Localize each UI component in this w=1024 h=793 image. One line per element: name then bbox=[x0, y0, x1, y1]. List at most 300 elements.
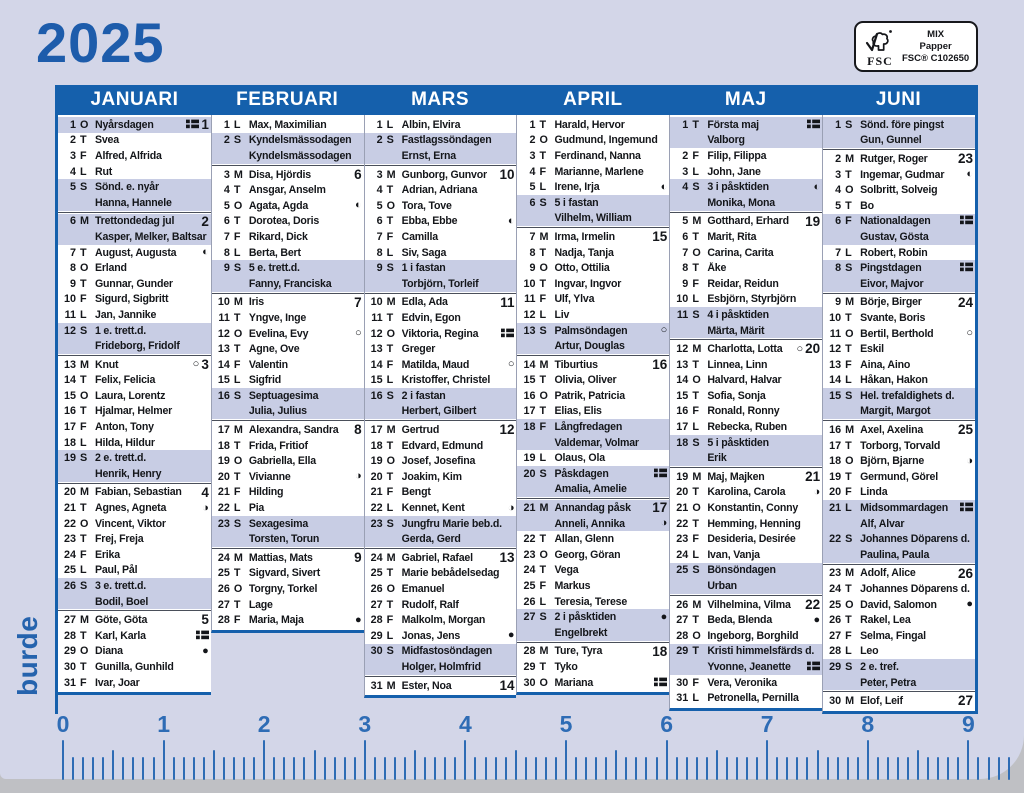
ruler-tick bbox=[766, 740, 768, 780]
week-separator bbox=[823, 293, 975, 294]
ruler-tick bbox=[233, 757, 235, 780]
ruler-tick bbox=[193, 757, 195, 780]
day-number: 10 bbox=[676, 293, 689, 306]
day-row bbox=[365, 628, 517, 644]
moon-phase-icon: ◑ bbox=[660, 517, 668, 530]
week-separator bbox=[365, 676, 517, 677]
day-row bbox=[58, 404, 211, 420]
flag-icon bbox=[501, 325, 514, 343]
day-row bbox=[517, 466, 669, 482]
ruler-tick bbox=[877, 757, 879, 780]
ruler-tick bbox=[444, 757, 446, 780]
week-number: 15 bbox=[652, 229, 668, 245]
day-row bbox=[365, 245, 517, 261]
day-number: 15 bbox=[217, 374, 230, 387]
day-number: 26 bbox=[217, 583, 230, 596]
day-number: 18 bbox=[217, 439, 230, 452]
name-day-text: Charlotta, Lotta bbox=[707, 343, 783, 356]
name-day-text: Reidar, Reidun bbox=[707, 277, 779, 290]
day-row bbox=[823, 453, 975, 469]
name-day-text: Fabian, Sebastian bbox=[95, 486, 182, 499]
name-day-text: Marit, Rita bbox=[707, 230, 757, 243]
day-number: 5 bbox=[223, 199, 230, 212]
day-row bbox=[823, 469, 975, 485]
day-row-markers bbox=[508, 216, 515, 227]
day-number: 6 bbox=[223, 215, 230, 228]
name-day-text: Ivar, Joar bbox=[95, 676, 140, 689]
weekday-letter: T bbox=[386, 184, 394, 197]
day-row bbox=[670, 690, 822, 706]
day-row bbox=[58, 466, 211, 482]
day-number: 13 bbox=[829, 358, 842, 371]
ruler-tick bbox=[585, 757, 587, 780]
name-day-text: 2 e. trett.d. bbox=[95, 452, 146, 465]
weekday-letter: S bbox=[539, 467, 547, 480]
name-day-text: Bertil, Berthold bbox=[860, 327, 934, 340]
day-number: 5 bbox=[835, 199, 842, 212]
name-day-text: Erland bbox=[95, 262, 127, 275]
name-day-text: Malkolm, Morgan bbox=[401, 614, 486, 627]
ruler-tick bbox=[867, 740, 869, 780]
name-day-text: Jungfru Marie beb.d. bbox=[401, 517, 502, 530]
month-body bbox=[58, 115, 211, 695]
ruler-tick bbox=[92, 757, 94, 780]
day-number: 24 bbox=[217, 551, 230, 564]
weekday-letter: M bbox=[233, 551, 243, 564]
day-row bbox=[517, 357, 669, 373]
name-day-text: Bengt bbox=[401, 486, 431, 499]
day-row bbox=[365, 326, 517, 342]
day-row bbox=[212, 326, 364, 342]
week-number: 19 bbox=[805, 213, 821, 229]
weekday-letter: M bbox=[845, 296, 855, 309]
ruler-tick bbox=[293, 757, 295, 780]
day-row bbox=[823, 310, 975, 326]
day-number: 29 bbox=[523, 660, 536, 673]
ruler-tick bbox=[183, 757, 185, 780]
name-day-text: Sofia, Sonja bbox=[707, 389, 766, 402]
moon-phase-icon: ○ bbox=[660, 324, 668, 337]
day-number: 22 bbox=[523, 533, 536, 546]
name-day-text: Solbritt, Solveig bbox=[860, 184, 938, 197]
day-number: 21 bbox=[829, 502, 842, 515]
week-separator bbox=[823, 691, 975, 692]
moon-phase-icon: ● bbox=[660, 610, 668, 623]
day-row-markers bbox=[499, 423, 514, 437]
day-number: 7 bbox=[682, 246, 689, 259]
day-number: 6 bbox=[376, 215, 383, 228]
name-day-text: Max, Maximilian bbox=[248, 118, 327, 131]
name-day-text: Margit, Margot bbox=[860, 405, 931, 418]
day-row bbox=[58, 179, 211, 195]
weekday-letter: S bbox=[845, 389, 853, 402]
day-number: 14 bbox=[370, 358, 383, 371]
weekday-letter: L bbox=[80, 165, 87, 178]
day-row-markers bbox=[499, 168, 514, 182]
ruler-tick bbox=[575, 757, 577, 780]
month-column bbox=[58, 85, 211, 695]
weekday-letter: L bbox=[539, 595, 547, 608]
day-row bbox=[58, 516, 211, 532]
day-row bbox=[365, 581, 517, 597]
weekday-letter: T bbox=[692, 517, 699, 530]
weekday-letter: T bbox=[845, 311, 852, 324]
ruler-tick bbox=[656, 757, 658, 780]
weekday-letter: F bbox=[845, 215, 852, 228]
day-row bbox=[517, 164, 669, 180]
name-day-text: Hemming, Henning bbox=[707, 517, 801, 530]
name-day-text: Adolf, Alice bbox=[860, 567, 916, 580]
day-number: 29 bbox=[370, 629, 383, 642]
day-number: 22 bbox=[63, 517, 76, 530]
ruler-tick bbox=[776, 757, 778, 780]
weekday-letter: T bbox=[845, 439, 852, 452]
week-number: 26 bbox=[957, 565, 973, 581]
day-row-markers bbox=[652, 645, 667, 659]
fsc-material-label: Papper bbox=[919, 41, 952, 52]
day-number: 20 bbox=[829, 486, 842, 499]
day-number: 8 bbox=[376, 246, 383, 259]
weekday-letter: T bbox=[80, 277, 87, 290]
weekday-letter: S bbox=[80, 452, 88, 465]
day-number: 18 bbox=[523, 421, 536, 434]
day-number: 5 bbox=[529, 181, 536, 194]
month-header: APRIL bbox=[516, 85, 669, 115]
day-row-markers bbox=[355, 328, 362, 339]
day-number: 1 bbox=[835, 118, 842, 131]
day-number: 29 bbox=[829, 660, 842, 673]
weekday-letter: T bbox=[80, 533, 87, 546]
name-day-text: Joakim, Kim bbox=[401, 470, 462, 483]
weekday-letter: T bbox=[539, 564, 547, 577]
weekday-letter: M bbox=[692, 343, 702, 356]
name-day-text: Valentin bbox=[248, 358, 288, 371]
day-row bbox=[212, 516, 364, 532]
name-day-text: Kasper, Melker, Baltsar bbox=[95, 230, 207, 243]
day-number: 28 bbox=[63, 629, 76, 642]
day-number: 20 bbox=[676, 486, 689, 499]
week-separator bbox=[670, 339, 822, 340]
day-row bbox=[212, 276, 364, 292]
week-separator bbox=[823, 149, 975, 150]
weekday-letter: L bbox=[386, 118, 394, 131]
week-separator bbox=[365, 165, 517, 166]
name-day-text: Vivianne bbox=[248, 470, 291, 483]
day-number: 7 bbox=[529, 230, 536, 243]
name-day-text: Frida, Fritiof bbox=[248, 439, 308, 452]
month-column bbox=[211, 85, 364, 633]
name-day-text: Olivia, Oliver bbox=[554, 374, 617, 387]
name-day-text: Eskil bbox=[860, 343, 884, 356]
weekday-letter: L bbox=[386, 374, 394, 387]
name-day-text: Yvonne, Jeanette bbox=[707, 660, 791, 673]
weekday-letter: M bbox=[386, 168, 396, 181]
ruler-tick bbox=[1008, 757, 1010, 780]
day-row-markers bbox=[958, 152, 973, 166]
day-row bbox=[365, 678, 517, 694]
day-row bbox=[670, 276, 822, 292]
day-number: 24 bbox=[370, 551, 383, 564]
name-day-text: Bo bbox=[860, 199, 874, 212]
name-day-text: Hanna, Hannele bbox=[95, 196, 172, 209]
ruler-tick bbox=[112, 750, 114, 780]
name-day-text: Rutger, Roger bbox=[860, 152, 928, 165]
day-row bbox=[823, 133, 975, 149]
name-day-text: Johannes Döparens d. bbox=[860, 583, 970, 596]
weekday-letter: O bbox=[845, 455, 854, 468]
day-row bbox=[823, 357, 975, 373]
name-day-text: Filip, Filippa bbox=[707, 149, 767, 162]
name-day-text: Björn, Bjarne bbox=[860, 455, 925, 468]
weekday-letter: F bbox=[692, 533, 699, 546]
day-number: 25 bbox=[676, 564, 689, 577]
day-number: 18 bbox=[829, 455, 842, 468]
day-row bbox=[670, 373, 822, 389]
day-row-markers bbox=[499, 551, 514, 565]
day-row bbox=[58, 245, 211, 261]
ruler-tick bbox=[806, 757, 808, 780]
weekday-letter: F bbox=[386, 358, 394, 371]
day-number: 16 bbox=[217, 389, 230, 402]
name-day-text: Gun, Gunnel bbox=[860, 134, 922, 147]
day-row bbox=[212, 566, 364, 582]
day-number: 6 bbox=[835, 215, 842, 228]
day-row bbox=[517, 659, 669, 675]
weekday-letter: M bbox=[80, 215, 89, 228]
name-day-text: Agata, Agda bbox=[248, 199, 309, 212]
name-day-text: Viktoria, Regina bbox=[401, 327, 479, 340]
day-row bbox=[212, 581, 364, 597]
day-number: 9 bbox=[835, 296, 842, 309]
name-day-text: Nadja, Tanja bbox=[554, 246, 614, 259]
day-row-markers bbox=[202, 247, 209, 258]
fsc-label bbox=[854, 21, 978, 72]
day-row bbox=[365, 133, 517, 149]
weekday-letter: T bbox=[845, 168, 852, 181]
week-separator bbox=[58, 355, 211, 356]
day-number: 17 bbox=[63, 421, 76, 434]
day-row bbox=[517, 482, 669, 498]
month-body bbox=[822, 115, 975, 714]
name-day-text: Ingeborg, Borghild bbox=[707, 629, 799, 642]
ruler-tick bbox=[988, 757, 990, 780]
name-day-text: Rakel, Lea bbox=[860, 614, 911, 627]
day-number: 29 bbox=[676, 645, 689, 658]
name-day-text: Edvard, Edmund bbox=[401, 439, 484, 452]
name-day-text: Laura, Lorentz bbox=[95, 389, 166, 402]
weekday-letter: L bbox=[692, 165, 699, 178]
name-day-text: Julia, Julius bbox=[248, 405, 307, 418]
day-row bbox=[212, 295, 364, 311]
ruler-tick bbox=[967, 740, 969, 780]
ruler-number: 1 bbox=[157, 711, 170, 737]
week-separator bbox=[823, 420, 975, 421]
day-row-markers bbox=[652, 358, 667, 372]
day-row bbox=[212, 310, 364, 326]
day-row bbox=[58, 659, 211, 675]
day-number: 4 bbox=[69, 165, 76, 178]
day-number: 9 bbox=[223, 262, 230, 275]
day-number: 12 bbox=[217, 327, 230, 340]
ruler-tick bbox=[605, 757, 607, 780]
day-number: 28 bbox=[676, 629, 689, 642]
name-day-text: Gerda, Gerd bbox=[401, 533, 461, 546]
moon-phase-icon: ● bbox=[813, 613, 821, 626]
day-number: 19 bbox=[370, 455, 383, 468]
name-day-text: Åke bbox=[707, 262, 727, 275]
day-number: 16 bbox=[370, 389, 383, 402]
name-day-text: 1 e. trett.d. bbox=[95, 324, 146, 337]
ruler-tick bbox=[706, 757, 708, 780]
day-row-markers bbox=[501, 325, 514, 343]
ruler-tick bbox=[736, 757, 738, 780]
day-row-markers bbox=[805, 215, 820, 229]
day-row bbox=[670, 547, 822, 563]
day-row-markers bbox=[201, 215, 209, 229]
ruler-number: 3 bbox=[358, 711, 372, 737]
weekday-letter: T bbox=[233, 311, 241, 324]
ruler-tick bbox=[263, 740, 265, 780]
name-day-text: Palmsöndagen bbox=[554, 324, 628, 337]
ruler-tick bbox=[495, 757, 497, 780]
name-day-text: Linnea, Linn bbox=[707, 358, 768, 371]
day-number: 25 bbox=[523, 580, 536, 593]
moon-phase-icon: ● bbox=[507, 629, 515, 642]
weekday-letter: M bbox=[539, 230, 549, 243]
day-row bbox=[58, 531, 211, 547]
name-day-text: Berta, Bert bbox=[248, 246, 301, 259]
day-row bbox=[212, 260, 364, 276]
day-row bbox=[670, 435, 822, 451]
month-body bbox=[516, 115, 669, 695]
day-number: 16 bbox=[829, 424, 842, 437]
day-row-markers bbox=[661, 518, 668, 529]
weekday-letter: S bbox=[845, 660, 853, 673]
day-number: 5 bbox=[376, 199, 383, 212]
day-number: 3 bbox=[376, 168, 383, 181]
ruler-tick bbox=[746, 757, 748, 780]
day-row bbox=[58, 373, 211, 389]
moon-phase-icon: ○ bbox=[507, 358, 515, 371]
day-row bbox=[365, 341, 517, 357]
name-day-text: Sigvard, Sivert bbox=[248, 567, 321, 580]
day-row bbox=[212, 485, 364, 501]
weekday-letter: T bbox=[233, 439, 241, 452]
day-row bbox=[58, 307, 211, 323]
day-row bbox=[670, 485, 822, 501]
day-number: 23 bbox=[370, 517, 383, 530]
flag-icon bbox=[960, 499, 973, 517]
day-row-markers bbox=[958, 423, 973, 437]
weekday-letter: F bbox=[845, 358, 852, 371]
weekday-letter: F bbox=[233, 486, 241, 499]
week-number: 11 bbox=[500, 294, 515, 310]
day-number: 27 bbox=[370, 598, 383, 611]
weekday-letter: M bbox=[539, 502, 549, 515]
day-row-markers bbox=[355, 615, 362, 626]
weekday-letter: O bbox=[80, 645, 89, 658]
day-number: 14 bbox=[63, 374, 76, 387]
day-row bbox=[212, 357, 364, 373]
ruler-tick bbox=[394, 757, 396, 780]
name-day-text: Otto, Ottilia bbox=[554, 262, 610, 275]
weekday-letter: O bbox=[386, 327, 396, 340]
name-day-text: Hilda, Hildur bbox=[95, 436, 155, 449]
week-number: 9 bbox=[354, 550, 362, 566]
day-row-markers bbox=[661, 182, 668, 193]
day-number: 22 bbox=[217, 502, 230, 515]
name-day-text: Harald, Hervor bbox=[554, 118, 625, 131]
name-day-text: Svea bbox=[95, 134, 119, 147]
ruler-tick bbox=[173, 757, 175, 780]
name-day-text: Axel, Axelina bbox=[860, 424, 924, 437]
fsc-cert-number: FSC® C102650 bbox=[902, 53, 970, 64]
name-day-text: Marianne, Marlene bbox=[554, 165, 644, 178]
name-day-text: Septuagesima bbox=[248, 389, 319, 402]
day-row bbox=[670, 450, 822, 466]
day-number: 2 bbox=[69, 134, 76, 147]
day-row-markers bbox=[807, 658, 820, 676]
day-row bbox=[365, 404, 517, 420]
weekday-letter: S bbox=[386, 517, 394, 530]
weekday-letter: O bbox=[386, 455, 396, 468]
day-number: 19 bbox=[523, 452, 536, 465]
name-day-text: Robert, Robin bbox=[860, 246, 928, 259]
day-row bbox=[58, 276, 211, 292]
day-row bbox=[365, 214, 517, 230]
day-row bbox=[823, 341, 975, 357]
ruler-tick bbox=[223, 757, 225, 780]
name-day-text: Valdemar, Volmar bbox=[554, 436, 639, 449]
week-separator bbox=[517, 498, 669, 499]
name-day-text: Matilda, Maud bbox=[401, 358, 470, 371]
moon-phase-icon: ◐ bbox=[813, 180, 821, 193]
burde-logo: burde bbox=[12, 615, 43, 696]
day-row bbox=[670, 563, 822, 579]
fsc-wordmark: FSC bbox=[867, 53, 893, 68]
weekday-letter: T bbox=[845, 470, 852, 483]
day-row bbox=[823, 500, 975, 516]
name-day-text: Torsten, Torun bbox=[248, 533, 320, 546]
weekday-letter: S bbox=[80, 324, 88, 337]
weekday-letter: S bbox=[233, 389, 242, 402]
ruler-tick bbox=[786, 757, 788, 780]
day-number: 11 bbox=[64, 308, 76, 321]
ruler-tick bbox=[102, 757, 104, 780]
weekday-letter: L bbox=[386, 629, 394, 642]
weekday-letter: F bbox=[692, 405, 699, 418]
day-row-markers bbox=[960, 259, 973, 277]
ruler-tick bbox=[203, 757, 205, 780]
moon-phase-icon: ● bbox=[202, 644, 209, 657]
weekday-letter: L bbox=[233, 118, 241, 131]
name-day-text: Agnes, Agneta bbox=[95, 502, 167, 515]
day-row bbox=[58, 164, 211, 180]
weekday-letter: L bbox=[80, 564, 87, 577]
ruler-tick bbox=[324, 757, 326, 780]
day-row bbox=[670, 404, 822, 420]
weekday-letter: O bbox=[386, 583, 396, 596]
name-day-text: Selma, Fingal bbox=[860, 629, 926, 642]
name-day-text: Ulf, Ylva bbox=[554, 293, 595, 306]
weekday-letter: T bbox=[386, 343, 394, 356]
name-day-text: Sexagesima bbox=[248, 517, 309, 530]
cm-ruler bbox=[55, 711, 1013, 779]
week-separator bbox=[670, 212, 822, 213]
name-day-text: Tiburtius bbox=[554, 358, 598, 371]
weekday-letter: M bbox=[386, 424, 396, 437]
day-row bbox=[670, 659, 822, 675]
